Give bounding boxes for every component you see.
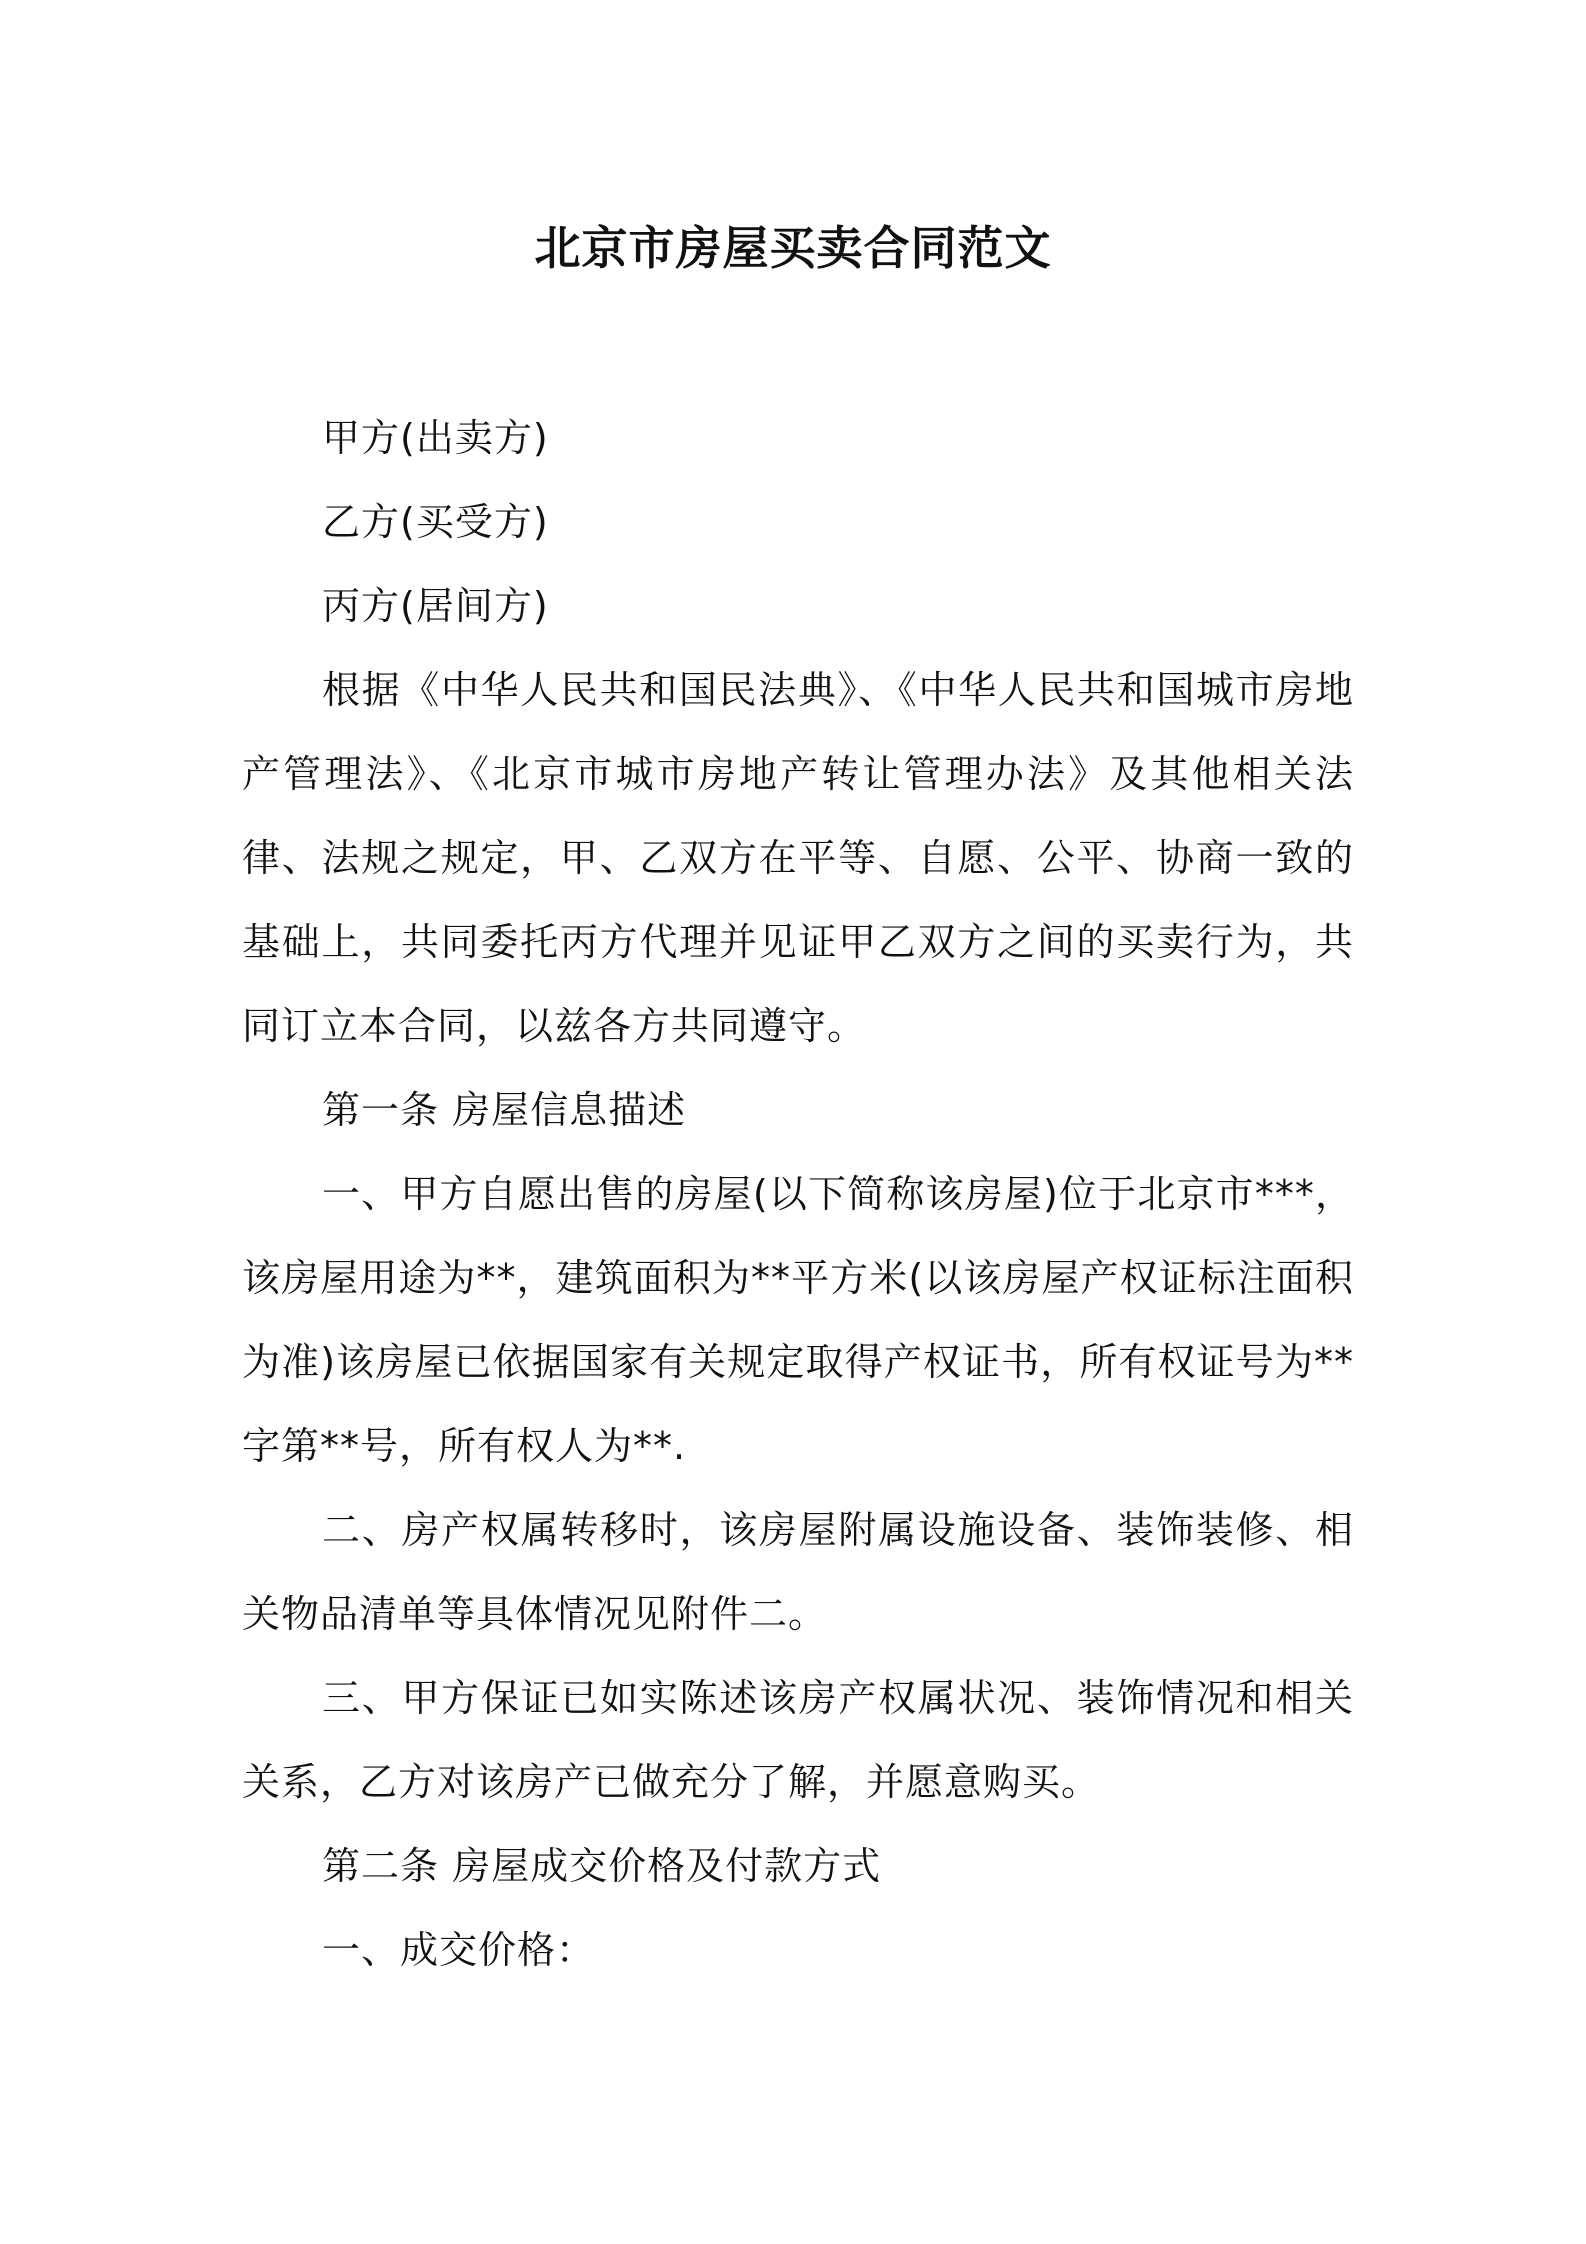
party-intermediary: 丙方(居间方) xyxy=(322,584,549,628)
contract-body xyxy=(242,648,1354,1992)
party-seller: 甲方(出卖方) xyxy=(322,416,549,460)
party-buyer: 乙方(买受方) xyxy=(322,500,549,544)
article-2-heading: 第二条 房屋成交价格及付款方式 xyxy=(322,1844,882,1888)
preamble-paragraph: 根据《中华人民共和国民法典》、《中华人民共和国城市房地产管理法》、《北京市城市房地产转让管理办法》及其他相关法律、法规之规定，甲、乙双方在平等、自愿、公平、协商一致的基础上，共同委托丙方代理并见证甲乙双方之间的买卖行为，共同订立本合同，以兹各方共同遵守。 xyxy=(242,668,1354,1048)
party-list xyxy=(242,396,1354,648)
article-1-clause-1: 一、甲方自愿出售的房屋(以下简称该房屋)位于北京市***，该房屋用途为**，建筑面积为**平方米(以该房屋产权证标注面积为准)该房屋已依据国家有关规定取得产权证书，所有权证号为**字第**号，所有权人为**. xyxy=(242,1172,1354,1468)
article-2-clause-1: 一、成交价格： xyxy=(322,1928,596,1972)
article-1-heading: 第一条 房屋信息描述 xyxy=(322,1088,687,1132)
article-1-clause-3: 三、甲方保证已如实陈述该房产权属状况、装饰情况和相关关系，乙方对该房产已做充分了解，并愿意购买。 xyxy=(242,1676,1354,1804)
article-1-clause-2: 二、房产权属转移时，该房屋附属设施设备、装饰装修、相关物品清单等具体情况见附件二。 xyxy=(242,1508,1354,1636)
document-title: 北京市房屋买卖合同范文 xyxy=(534,221,1052,275)
